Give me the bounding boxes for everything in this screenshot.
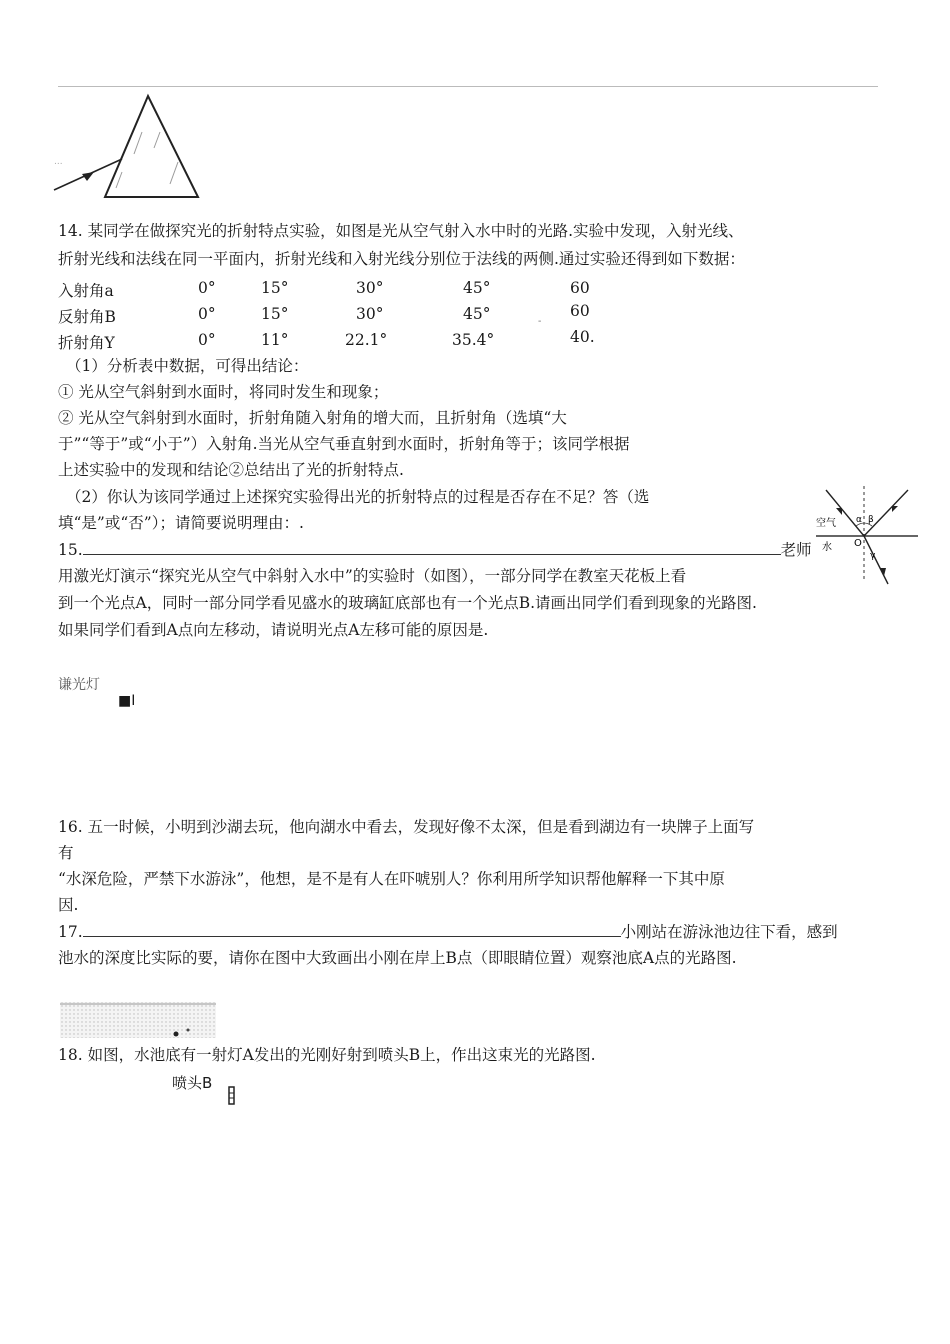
q18-line1: 18. 如图，水池底有一射灯A发出的光刚好射到喷头B上，作出这束光的光路图.: [58, 1046, 596, 1064]
table-cell: 0°: [198, 305, 216, 323]
table-cell: 40.: [570, 328, 595, 346]
table-cell: 0°: [198, 331, 216, 349]
q15-line2: 用激光灯演示“探究光从空气中斜射入水中”的实验时（如图），一部分同学在教室天花板上看: [58, 567, 687, 585]
q16-line1: 16. 五一时候，小明到沙湖去玩，他向湖水中看去，发现好像不太深，但是看到湖边有一块牌子上面写: [58, 818, 755, 836]
table-cell: 35.4°: [452, 331, 495, 349]
table-cell: 11°: [261, 331, 289, 349]
q17-tail: 小刚站在游泳池边往下看，感到: [620, 923, 838, 941]
table-cell: 0°: [198, 279, 216, 297]
alpha-label: α: [856, 515, 862, 525]
q15-answer-blank[interactable]: [83, 538, 781, 555]
q14-part1: （1）分析表中数据，可得出结论：: [66, 357, 309, 375]
air-label: 空气: [816, 518, 836, 529]
q14-line1: 14. 某同学在做探究光的折射特点实验，如图是光从空气射入水中时的光路.实验中发现，入射光线、: [58, 222, 744, 240]
q16-line4: 因.: [58, 896, 79, 914]
header-rule: [58, 86, 878, 87]
stray-mark: -: [538, 316, 542, 327]
table-cell: 15°: [261, 305, 289, 323]
table-cell: 45°: [463, 279, 491, 297]
q14-conclusion1: ① 光从空气斜射到水面时，将同时发生和现象；: [58, 383, 389, 401]
row-label: 折射角Y: [58, 334, 115, 352]
refraction-figure: [812, 484, 922, 588]
table-cell: 45°: [463, 305, 491, 323]
table-cell: 60: [570, 302, 590, 320]
q15-line1: [58, 538, 812, 561]
q16-line2: 有: [58, 844, 74, 862]
table-cell: 15°: [261, 279, 289, 297]
svg-text:...: ...: [54, 157, 63, 167]
q14-conclusion2b: 于”“等于”或“小于”）入射角.当光从空气垂直射到水面时，折射角等于；该同学根据: [58, 435, 630, 453]
q17-line1: [58, 920, 838, 943]
q17-answer-blank[interactable]: [83, 920, 621, 937]
q15-line4: 如果同学们看到A点向左移动，请说明光点A左移可能的原因是.: [58, 621, 489, 639]
q14-part2b: 填“是”或“否”）；请简要说明理由：.: [58, 514, 304, 532]
q17-line2: 池水的深度比实际的要，请你在图中大致画出小刚在岸上B点（即眼睛位置）观察池底A点的光路图.: [58, 949, 737, 967]
table-cell: 22.1°: [345, 331, 388, 349]
table-cell: 30°: [356, 279, 384, 297]
q14-part2a: （2）你认为该同学通过上述探究实验得出光的折射特点的过程是否存在不足？答（选: [66, 488, 650, 506]
q14-conclusion2c: 上述实验中的发现和结论②总结出了光的折射特点.: [58, 461, 404, 479]
origin-label: O: [854, 538, 862, 549]
pool-figure: [60, 1000, 216, 1040]
q15-tail: 老师: [780, 541, 812, 559]
laser-mark: ■I: [118, 693, 136, 709]
table-cell: 30°: [356, 305, 384, 323]
q14-line2: 折射光线和法线在同一平面内，折射光线和入射光线分别位于法线的两侧.通过实验还得到如下数据：: [58, 250, 745, 268]
q15-line3: 到一个光点A，同时一部分同学看见盛水的玻璃缸底部也有一个光点B.请画出同学们看到现象的光路图.: [58, 594, 757, 612]
q17-number: 17.: [58, 923, 83, 941]
q15-number: 15.: [58, 541, 83, 559]
laser-label: 谦光灯: [58, 677, 100, 693]
q16-line3: “水深危险，严禁下水游泳”，他想，是不是有人在吓唬别人？你利用所学知识帮他解释一下其中原: [58, 870, 725, 888]
q14-conclusion2a: ② 光从空气斜射到水面时，折射角随入射角的增大而，且折射角（选填“大: [58, 409, 567, 427]
prism-figure: [50, 92, 210, 204]
gamma-label: γ: [870, 551, 876, 561]
table-cell: 60: [570, 279, 590, 297]
beta-label: β: [868, 515, 874, 525]
nozzle-icon: [228, 1086, 236, 1106]
row-label: 入射角a: [58, 282, 114, 300]
water-label: 水: [822, 542, 832, 553]
nozzle-label: 喷头B: [172, 1074, 213, 1092]
row-label: 反射角B: [58, 308, 116, 326]
